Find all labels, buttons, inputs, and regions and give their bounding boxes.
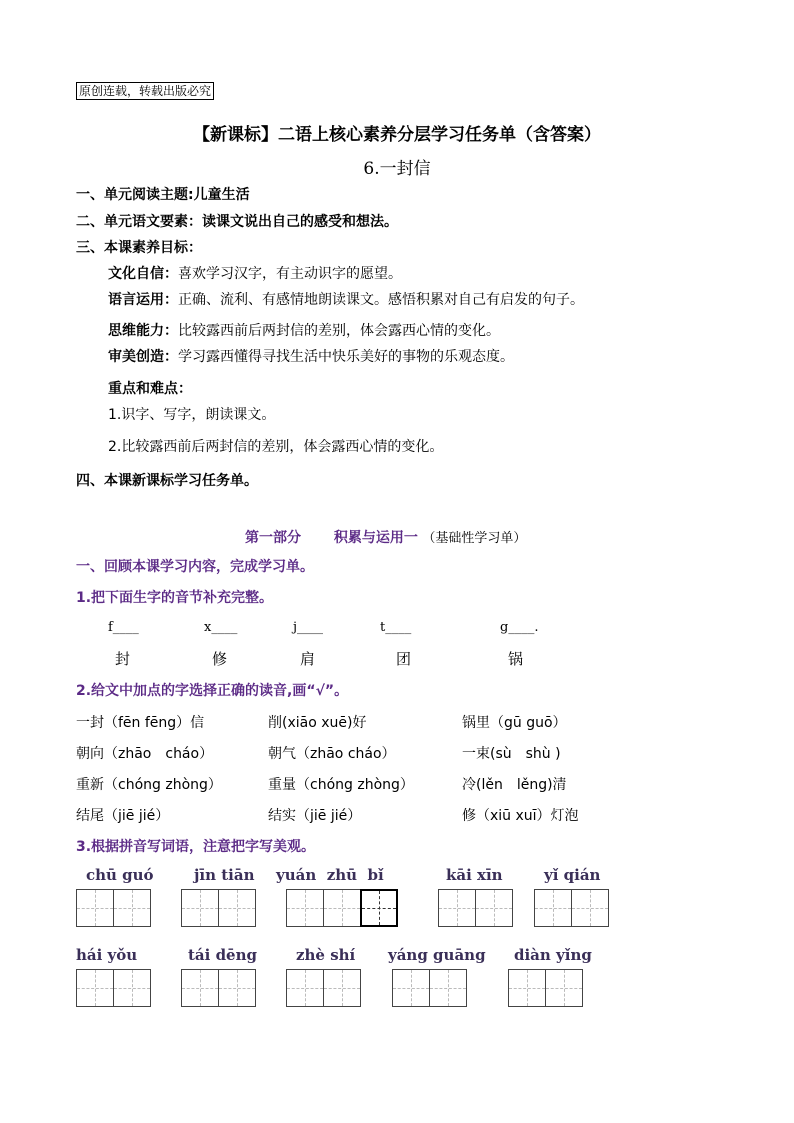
goal-label: 思维能力：	[108, 323, 178, 339]
pinyin-prompt: jīn tiān	[194, 866, 255, 884]
writing-cell[interactable]	[323, 889, 361, 927]
reading-choice[interactable]: 修（xiū xuī）灯泡	[462, 808, 579, 824]
writing-grid[interactable]	[392, 969, 467, 1007]
writing-cell[interactable]	[571, 889, 609, 927]
question-1: 1.把下面生字的音节补充完整。	[76, 590, 274, 606]
part1-title: 第一部分	[245, 530, 301, 546]
writing-cell[interactable]	[508, 969, 546, 1007]
writing-grid[interactable]	[181, 969, 256, 1007]
writing-grid[interactable]	[76, 969, 151, 1007]
reading-choice[interactable]: 削(xiāo xuē)好	[268, 715, 367, 731]
writing-cell[interactable]	[286, 889, 324, 927]
pinyin-prompt: yuán zhū bǐ	[276, 866, 384, 884]
writing-cell[interactable]	[76, 969, 114, 1007]
page-title: 【新课标】二语上核心素养分层学习任务单（含答案）	[193, 125, 601, 145]
writing-grid[interactable]	[286, 889, 398, 927]
reading-choice[interactable]: 一束(sù shù )	[462, 746, 561, 762]
writing-cell[interactable]	[438, 889, 476, 927]
writing-grid[interactable]	[508, 969, 583, 1007]
question-2: 2.给文中加点的字选择正确的读音,画“√”。	[76, 683, 349, 699]
reading-choice[interactable]: 重新（chóng zhòng）	[76, 777, 222, 793]
pinyin-blank: j____	[293, 620, 324, 635]
goal-text: 学习露西懂得寻找生活中快乐美好的事物的乐观态度。	[178, 349, 514, 365]
pinyin-prompt: yáng guāng	[388, 946, 486, 964]
reading-choice[interactable]: 重量（chóng zhòng）	[268, 777, 414, 793]
writing-cell[interactable]	[218, 889, 256, 927]
goal-text: 比较露西前后两封信的差别，体会露西心情的变化。	[178, 323, 500, 339]
reading-choice[interactable]: 结尾（jiē jié）	[76, 808, 170, 824]
pinyin-prompt: tái dēng	[188, 946, 257, 964]
reading-choice[interactable]: 锅里（gū guō）	[462, 715, 567, 731]
writing-cell[interactable]	[181, 889, 219, 927]
reading-choice[interactable]: 一封（fēn fēng）信	[76, 715, 205, 731]
key-point-item: 2.比较露西前后两封信的差别，体会露西心情的变化。	[108, 439, 444, 455]
pinyin-blank: g____.	[500, 620, 539, 635]
section-tasks: 四、本课新课标学习任务单。	[76, 473, 258, 489]
pinyin-prompt: yǐ qián	[544, 866, 601, 884]
pinyin-blank: x____	[204, 620, 238, 635]
goal-culture	[108, 263, 402, 283]
writing-cell[interactable]	[534, 889, 572, 927]
part1-heading	[245, 527, 526, 547]
section-theme: 一、单元阅读主题:儿童生活	[76, 187, 250, 203]
copyright-stamp: 原创连载，转载出版必究	[76, 82, 214, 100]
goal-label: 文化自信：	[108, 266, 178, 282]
pinyin-prompt: diàn yǐng	[514, 946, 592, 964]
writing-cell[interactable]	[360, 889, 398, 927]
writing-cell[interactable]	[286, 969, 324, 1007]
part1-name: 积累与运用一	[333, 530, 418, 546]
writing-cell[interactable]	[76, 889, 114, 927]
pinyin-prompt: chū guó	[86, 866, 154, 884]
char: 团	[396, 650, 412, 668]
writing-grid[interactable]	[76, 889, 151, 927]
reading-choice[interactable]: 朝向（zhāo cháo）	[76, 746, 214, 762]
char: 封	[115, 650, 131, 668]
pinyin-prompt: kāi xīn	[446, 866, 503, 884]
goal-label: 审美创造：	[108, 349, 178, 365]
char: 肩	[300, 650, 316, 668]
writing-cell[interactable]	[545, 969, 583, 1007]
writing-grid[interactable]	[286, 969, 361, 1007]
writing-cell[interactable]	[323, 969, 361, 1007]
writing-grid[interactable]	[438, 889, 513, 927]
pinyin-prompt: zhè shí	[296, 946, 356, 964]
goal-aesthetic	[108, 346, 514, 366]
goal-text: 正确、流利、有感情地朗读课文。感悟积累对自己有启发的句子。	[178, 292, 584, 308]
goal-language	[108, 289, 584, 309]
goal-text: 喜欢学习汉字，有主动识字的愿望。	[178, 266, 402, 282]
char: 锅	[508, 650, 524, 668]
writing-cell[interactable]	[392, 969, 430, 1007]
goal-label: 语言运用：	[108, 292, 178, 308]
writing-cell[interactable]	[113, 889, 151, 927]
writing-grid[interactable]	[181, 889, 256, 927]
writing-cell[interactable]	[429, 969, 467, 1007]
char: 修	[212, 650, 228, 668]
section-goals: 三、本课素养目标：	[76, 240, 202, 256]
writing-cell[interactable]	[113, 969, 151, 1007]
reading-choice[interactable]: 冷(lěn lěng)清	[462, 777, 567, 793]
part1-note: （基础性学习单）	[422, 531, 527, 546]
key-point-item: 1.识字、写字，朗读课文。	[108, 407, 276, 423]
section-elements: 二、单元语文要素：读课文说出自己的感受和想法。	[76, 214, 398, 230]
pinyin-prompt: hái yǒu	[76, 946, 138, 964]
part1-intro: 一、回顾本课学习内容，完成学习单。	[76, 559, 314, 575]
pinyin-blank: f____	[108, 620, 139, 635]
goal-thinking	[108, 320, 500, 340]
writing-cell[interactable]	[475, 889, 513, 927]
pinyin-blank: t____	[380, 620, 412, 635]
lesson-title: 6.一封信	[363, 159, 431, 179]
key-points-label: 重点和难点：	[108, 381, 192, 397]
writing-grid[interactable]	[534, 889, 609, 927]
reading-choice[interactable]: 朝气（zhāo cháo）	[268, 746, 396, 762]
writing-cell[interactable]	[181, 969, 219, 1007]
reading-choice[interactable]: 结实（jiē jié）	[268, 808, 362, 824]
question-3: 3.根据拼音写词语，注意把字写美观。	[76, 839, 316, 855]
writing-cell[interactable]	[218, 969, 256, 1007]
